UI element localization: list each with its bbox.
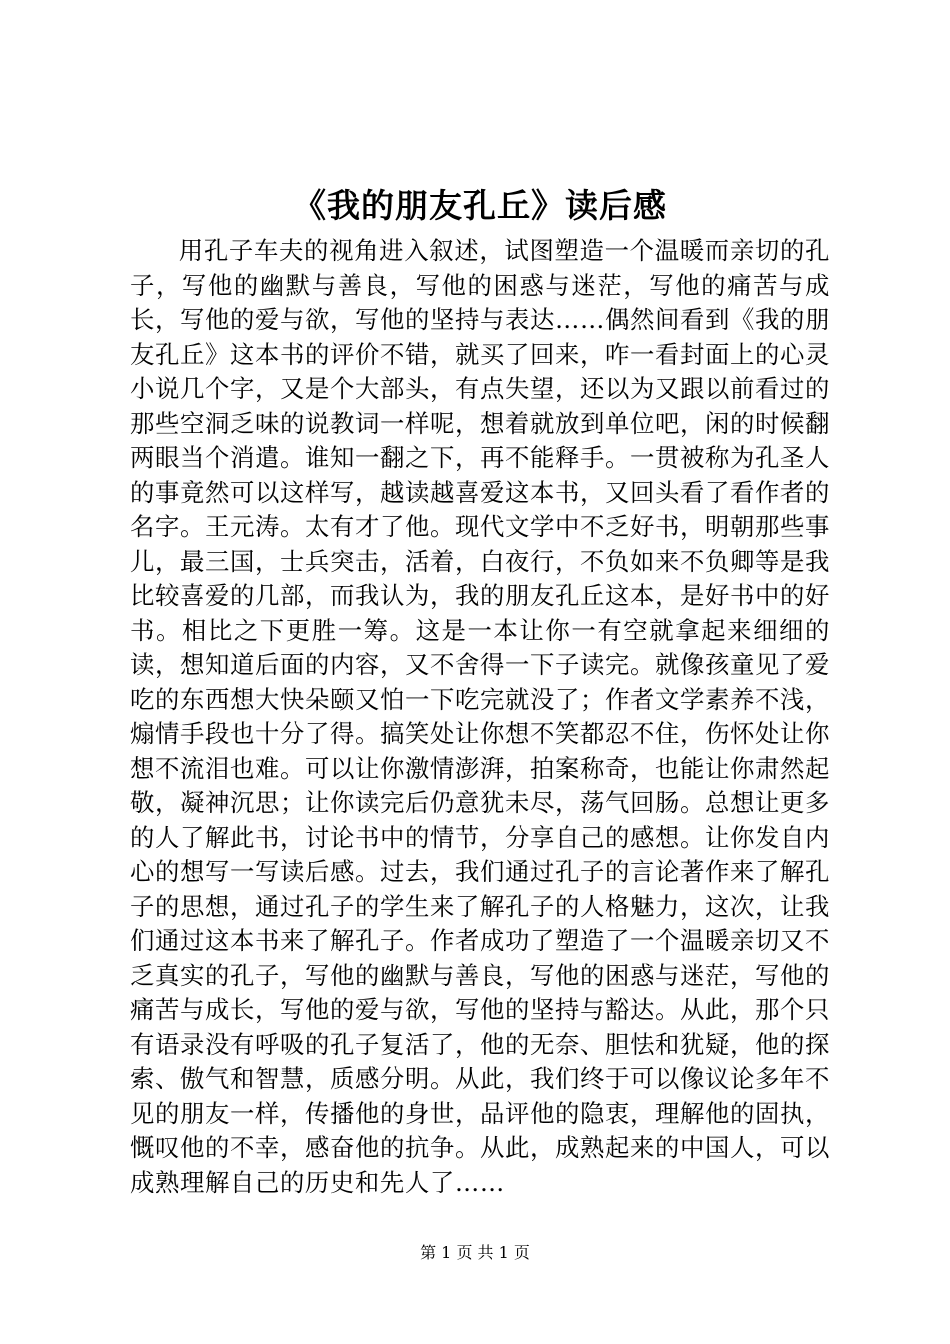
body-paragraph: 用孔子车夫的视角进入叙述，试图塑造一个温暖而亲切的孔子，写他的幽默与善良，写他的困惑与迷茫，写他的痛苦与成长，写他的爱与欲，写他的坚持与表达……偶然间看到《我的朋友孔丘》这本书的评价不错，就买了回来，咋一看封面上的心灵小说几个字，又是个大部头，有点失望，还以为又跟以前看过的那些空洞乏味的说教词一样呢，想着就放到单位吧，闲的时候翻两眼当个消遣。谁知一翻之下，再不能释手。一贯被称为孔圣人的事竟然可以这样写，越读越喜爱这本书，又回头看了看作者的名字。王元涛。太有才了他。现代文学中不乏好书，明朝那些事儿，最三国，士兵突击，活着，白夜行，不负如来不负卿等是我比较喜爱的几部，而我认为，我的朋友孔丘这本，是好书中的好书。相比之下更胜一筹。这是一本让你一有空就拿起来细细的读，想知道后面的内容，又不舍得一下子读完。就像孩童见了爱吃的东西想大快朵颐又怕一下吃完就没了；作者文学素养不浅，煽情手段也十分了得。搞笑处让你想不笑都忍不住，伤怀处让你想不流泪也难。可以让你激情澎湃，拍案称奇，也能让你肃然起敬，凝神沉思；让你读完后仍意犹未尽，荡气回肠。总想让更多的人了解此书，讨论书中的情节，分享自己的感想。让你发自内心的想写一写读后感。过去，我们通过孔子的言论著作来了解孔子的思想，通过孔子的学生来了解孔子的人格魅力，这次，让我们通过这本书来了解孔子。作者成功了塑造了一个温暖亲切又不乏真实的孔子，写他的幽默与善良，写他的困惑与迷茫，写他的痛苦与成长，写他的爱与欲，写他的坚持与豁达。从此，那个只有语录没有呼吸的孔子复活了，他的无奈、胆怯和犹疑，他的探索、傲气和智慧，质感分明。从此，我们终于可以像议论多年不见的朋友一样，传播他的身世，品评他的隐衷，理解他的固执，慨叹他的不幸，感奋他的抗争。从此，成熟起来的中国人，可以成熟理解自己的历史和先人了…… bbox=[130, 236, 830, 1197]
page-footer: 第 1 页 共 1 页 bbox=[420, 1243, 530, 1262]
document-title: 《我的朋友孔丘》读后感 bbox=[293, 186, 667, 225]
